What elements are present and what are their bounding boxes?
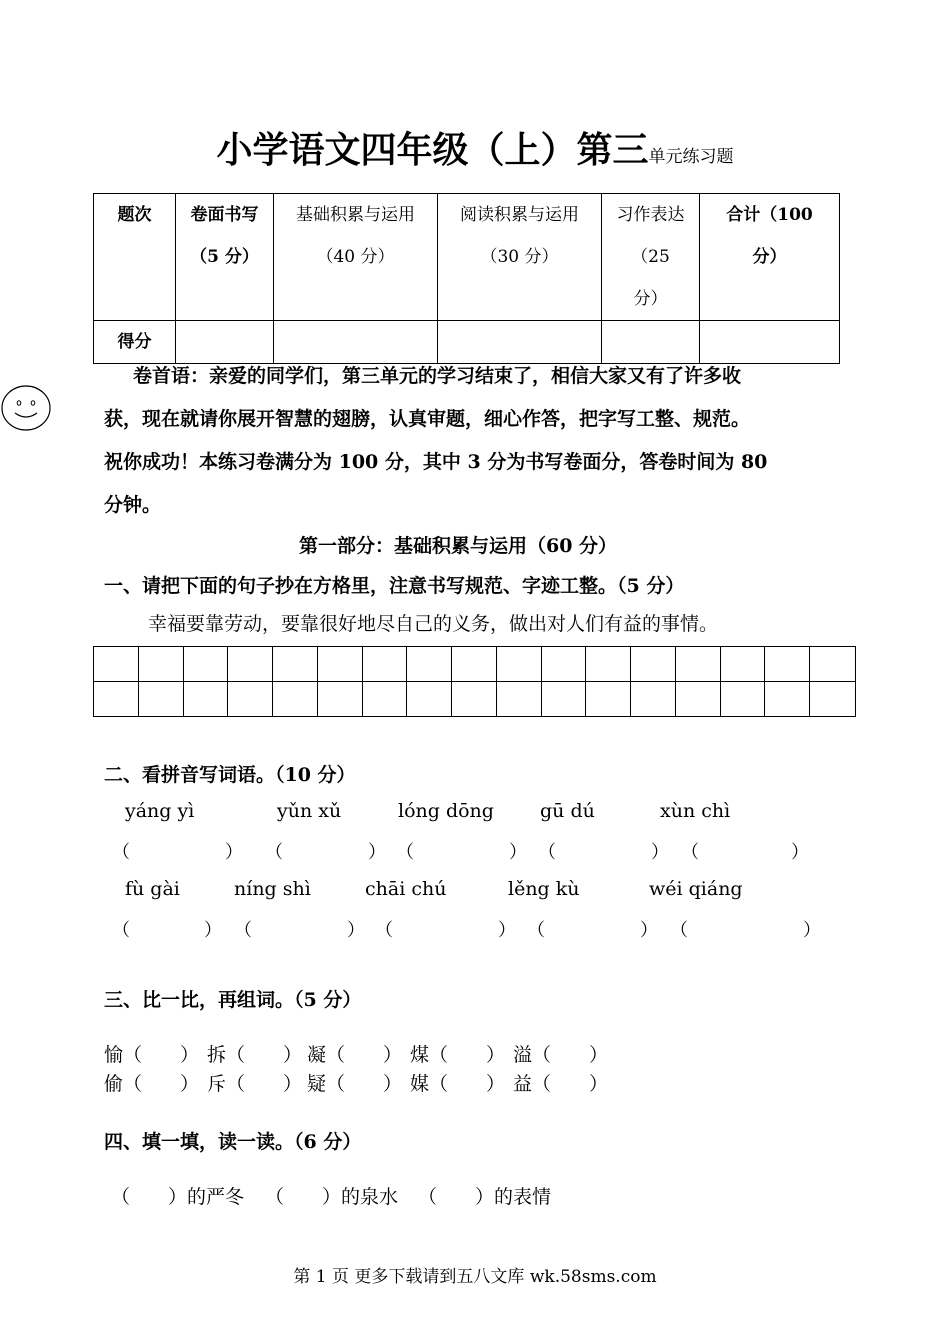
compare-item: 偷（ ）: [104, 1073, 200, 1095]
pinyin-item: yǔn xǔ: [277, 800, 342, 822]
grid-cell[interactable]: [407, 647, 452, 682]
answer-paren-open: （: [375, 920, 393, 941]
grid-cell[interactable]: [318, 647, 363, 682]
answer-paren-open: （: [670, 920, 688, 941]
intro-line-3: 祝你成功！本练习卷满分为 100 分，其中 3 分为书写卷面分，答卷时间为 80: [104, 451, 768, 473]
answer-paren-close: ）: [204, 920, 222, 941]
grid-cell[interactable]: [273, 647, 318, 682]
answer-paren-close: ）: [803, 920, 821, 941]
q1-sentence: 幸福要靠劳动，要靠很好地尽自己的义务，做出对人们有益的事情。: [148, 613, 719, 635]
compare-item: 益（ ）: [513, 1073, 609, 1095]
smiley-face-icon: [0, 383, 52, 433]
compare-item: 斥（ ）: [207, 1073, 303, 1095]
answer-paren-open: （: [112, 920, 130, 941]
compare-item: 疑（ ）: [307, 1073, 403, 1095]
pinyin-item: xùn chì: [660, 800, 731, 822]
intro-line-2: 获，现在就请你展开智慧的翅膀，认真审题，细心作答，把字写工整、规范。: [104, 408, 751, 430]
header-cell-item: 题次: [94, 194, 176, 321]
grid-cell[interactable]: [94, 682, 139, 717]
q4-title: 四、填一填，读一读。（6 分）: [104, 1131, 362, 1153]
pinyin-item: wéi qiáng: [649, 878, 743, 900]
grid-cell[interactable]: [810, 682, 855, 717]
grid-cell[interactable]: [497, 682, 542, 717]
pinyin-item: níng shì: [234, 878, 311, 900]
title-suffix: 单元练习题: [648, 147, 734, 167]
intro-line-4: 分钟。: [104, 494, 162, 516]
answer-paren-close: ）: [498, 920, 516, 941]
writing-grid[interactable]: [93, 646, 856, 717]
grid-cell[interactable]: [765, 647, 810, 682]
compare-item: 愉（ ）: [104, 1044, 200, 1066]
grid-cell[interactable]: [139, 647, 184, 682]
grid-cell[interactable]: [452, 682, 497, 717]
grid-cell[interactable]: [228, 647, 273, 682]
q1-title: 一、请把下面的句子抄在方格里，注意书写规范、字迹工整。（5 分）: [104, 575, 685, 597]
page-footer: 第 1 页 更多下载请到五八文库 wk.58sms.com: [293, 1267, 657, 1287]
answer-paren-close: ）: [368, 842, 386, 863]
header-cell-reading: 阅读积累与运用 （30 分）: [438, 194, 602, 321]
grid-cell[interactable]: [94, 647, 139, 682]
answer-paren-close: ）: [640, 920, 658, 941]
q3-title: 三、比一比，再组词。（5 分）: [104, 989, 362, 1011]
header-cell-basics: 基础积累与运用 （40 分）: [274, 194, 438, 321]
grid-cell[interactable]: [676, 647, 721, 682]
answer-paren-close: ）: [651, 842, 669, 863]
compare-item: 煤（ ）: [410, 1044, 506, 1066]
answer-paren-open: （: [396, 842, 414, 863]
fill-item: （ ）的表情: [418, 1186, 552, 1208]
header-cell-total: 合计（100 分）: [700, 194, 840, 321]
header-cell-writing: 习作表达 （25 分）: [602, 194, 700, 321]
grid-cell[interactable]: [363, 647, 408, 682]
header-cell-handwriting: 卷面书写 （5 分）: [176, 194, 274, 321]
grid-cell[interactable]: [765, 682, 810, 717]
pinyin-item: gū dú: [540, 800, 595, 822]
grid-cell[interactable]: [542, 647, 587, 682]
grid-cell[interactable]: [586, 682, 631, 717]
grid-cell[interactable]: [631, 647, 676, 682]
compare-item: 拆（ ）: [207, 1044, 303, 1066]
answer-paren-open: （: [681, 842, 699, 863]
compare-item: 凝（ ）: [307, 1044, 403, 1066]
answer-paren-open: （: [527, 920, 545, 941]
grid-cell[interactable]: [228, 682, 273, 717]
answer-paren-close: ）: [791, 842, 809, 863]
pinyin-item: lóng dōng: [398, 800, 494, 822]
grid-cell[interactable]: [586, 647, 631, 682]
grid-cell[interactable]: [184, 647, 229, 682]
answer-paren-open: （: [112, 842, 130, 863]
q2-title: 二、看拼音写词语。（10 分）: [104, 764, 356, 786]
grid-cell[interactable]: [631, 682, 676, 717]
grid-cell[interactable]: [452, 647, 497, 682]
fill-item: （ ）的严冬: [111, 1186, 245, 1208]
pinyin-item: chāi chú: [365, 878, 447, 900]
answer-paren-open: （: [538, 842, 556, 863]
grid-cell[interactable]: [721, 682, 766, 717]
answer-paren-open: （: [265, 842, 283, 863]
score-table: [93, 193, 840, 364]
intro-line-1: 卷首语：亲爱的同学们，第三单元的学习结束了，相信大家又有了许多收: [133, 365, 742, 387]
pinyin-item: fù gài: [125, 878, 180, 900]
page-title: [0, 122, 950, 173]
part1-title: 第一部分：基础积累与运用（60 分）: [299, 535, 618, 557]
fill-item: （ ）的泉水: [265, 1186, 399, 1208]
score-row-label: 得分: [94, 321, 176, 364]
score-table-header-row: [94, 194, 840, 321]
grid-cell[interactable]: [139, 682, 184, 717]
grid-cell[interactable]: [542, 682, 587, 717]
compare-item: 媒（ ）: [410, 1073, 506, 1095]
grid-cell[interactable]: [273, 682, 318, 717]
answer-paren-close: ）: [347, 920, 365, 941]
grid-cell[interactable]: [363, 682, 408, 717]
answer-paren-close: ）: [509, 842, 527, 863]
pinyin-item: yáng yì: [125, 800, 195, 822]
grid-cell[interactable]: [184, 682, 229, 717]
grid-cell[interactable]: [721, 647, 766, 682]
grid-cell[interactable]: [497, 647, 542, 682]
title-main: 小学语文四年级（上）第三: [216, 129, 649, 171]
answer-paren-open: （: [234, 920, 252, 941]
grid-cell[interactable]: [810, 647, 855, 682]
grid-cell[interactable]: [407, 682, 452, 717]
pinyin-item: lěng kù: [508, 878, 580, 900]
grid-cell[interactable]: [318, 682, 363, 717]
grid-cell[interactable]: [676, 682, 721, 717]
compare-item: 溢（ ）: [513, 1044, 609, 1066]
answer-paren-close: ）: [225, 842, 243, 863]
